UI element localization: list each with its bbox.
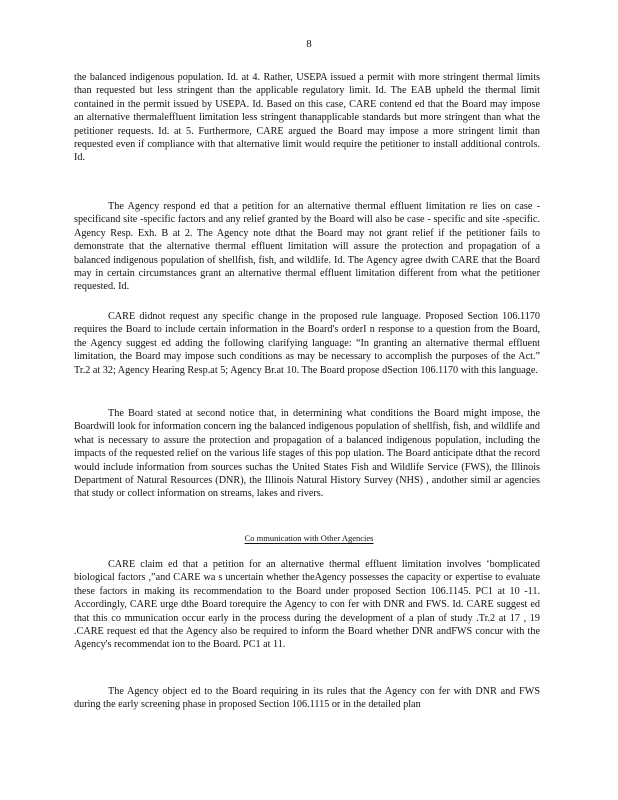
paragraph-care-complicated-factors: CARE claim ed that a petition for an alternative thermal effluent limitation involves ‘bomplicated biological factors ,”and CARE wa s uncertain whether theAgency possesses the capacity or expertise to evaluate these factors in making its recommendation to the Board under proposed Section 106.1145. PC1 at 10 -11. Accordingly, CARE urge dthe Board torequire the Agency to con fer with DNR and FWS. Id. CARE suggest ed that this co mmunication occur early in the process during the development of a plan of study .Tr.2 at 17 , 19 .CARE request ed that the Agency also be required to inform the Board whether DNR andFWS concur with the Agency's recommendat ion to the Board. PC1 at 11. xyxy=(74,559,540,651)
paragraph-agency-objection: The Agency object ed to the Board requiring in its rules that the Agency con fer with DNR and FWS during the early screening phase in proposed Section 106.1115 or in the detailed plan xyxy=(74,686,540,711)
section-heading-text: Co mmunication with Other Agencies xyxy=(244,533,374,543)
paragraph-proposed-section-106-1170: CARE didnot request any specific change in the proposed rule language. Proposed Section 106.1170 requires the Board to include certain information in the Board's orderI n response to a question from the Board, the Agency suggest ed adding the following clarifying language: “In granting an alternative thermal effluent limitation, the Board may impose such conditions as may be necessary to accomplish the purposes of the Act.” Tr.2 at 32; Agency Hearing Resp.at 5; Agency Br.at 10. The Board propose dSection 106.1170 with this language. xyxy=(74,311,540,376)
paragraph-epa-permit-case: the balanced indigenous population. Id. at 4. Rather, USEPA issued a permit with more stringent thermal limits than requested but less stringent than the applicable regulatory limit. Id. The EAB upheld the thermal limit contained in the permit issued by USEPA. Id. Based on this case, CARE contend ed that the Board may impose an alternative thermaleffluent limitation less stringent thanapplicable standards but more stringent than what the petitioner requests. Id. at 5. Furthermore, CARE argued the Board may impose a more stringent limit than requested even if compliance with that alternative limit would require the petitioner to install additional controls. Id. xyxy=(74,72,540,164)
paragraph-board-second-notice: The Board stated at second notice that, in determining what conditions the Board might impose, the Boardwill look for information concern ing the balanced indigenous population of shellfish, fish, and wildlife and what is necessary to assure the protection and propagation of a balanced indigenous population, including the impacts of the requested relief on the various life stages of this pop ulation. The Board anticipate dthat the record would include information from sources suchas the United States Fish and Wildlife Service (FWS), the Illinois Department of Natural Resources (DNR), the Illinois Natural History Survey (NHS) , andother simil ar agencies that study or collect information on streams, lakes and rivers. xyxy=(74,408,540,500)
paragraph-agency-response: The Agency respond ed that a petition for an alternative thermal effluent limitation re lies on case -specificand site -specific factors and any relief granted by the Board will also be case - specific and site -specific. Agency Resp. Exh. B at 2. The Agency note dthat the Board may not grant relief if the petitioner fails to demonstrate that the alternative thermal effluent limitation will assure the protection and propagation of a balanced indigenous population of shellfish, fish, and wildlife. Id. The Agency agree dwith CARE that the Board may in certain circumstances grant an alternative thermal effluent limitation different from what the petitioner requested. Id. xyxy=(74,201,540,293)
page-number: 8 xyxy=(306,38,312,50)
section-heading xyxy=(0,533,618,544)
